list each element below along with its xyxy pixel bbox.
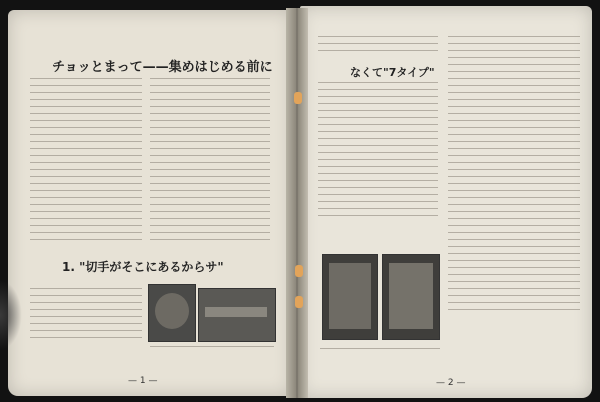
left-page-heading: チョッとまって——集めはじめる前に [52, 60, 273, 75]
right-page-number: — 2 — [436, 378, 466, 388]
binding-thread [294, 92, 302, 104]
stamp-image [322, 254, 378, 340]
left-lower-text [30, 288, 142, 344]
right-body-text-column [318, 36, 438, 57]
stamp-caption [150, 346, 274, 353]
stamp-caption [320, 348, 440, 355]
stamp-image [198, 288, 276, 342]
page-edge-shadow [0, 280, 22, 350]
binding-thread [295, 265, 303, 277]
stamp-image [382, 254, 440, 340]
right-subheading: なくて"7タイプ" [350, 66, 435, 79]
left-section-heading: 1. "切手がそこにあるからサ" [62, 260, 224, 274]
left-page-number: — 1 — [128, 376, 158, 386]
right-body-text-column [318, 82, 438, 222]
left-body-text-column [150, 78, 270, 246]
binding-thread [295, 296, 303, 308]
right-list-column [448, 36, 580, 316]
stamp-image [148, 284, 196, 342]
left-body-text-column [30, 78, 142, 246]
book-gutter [286, 8, 308, 398]
